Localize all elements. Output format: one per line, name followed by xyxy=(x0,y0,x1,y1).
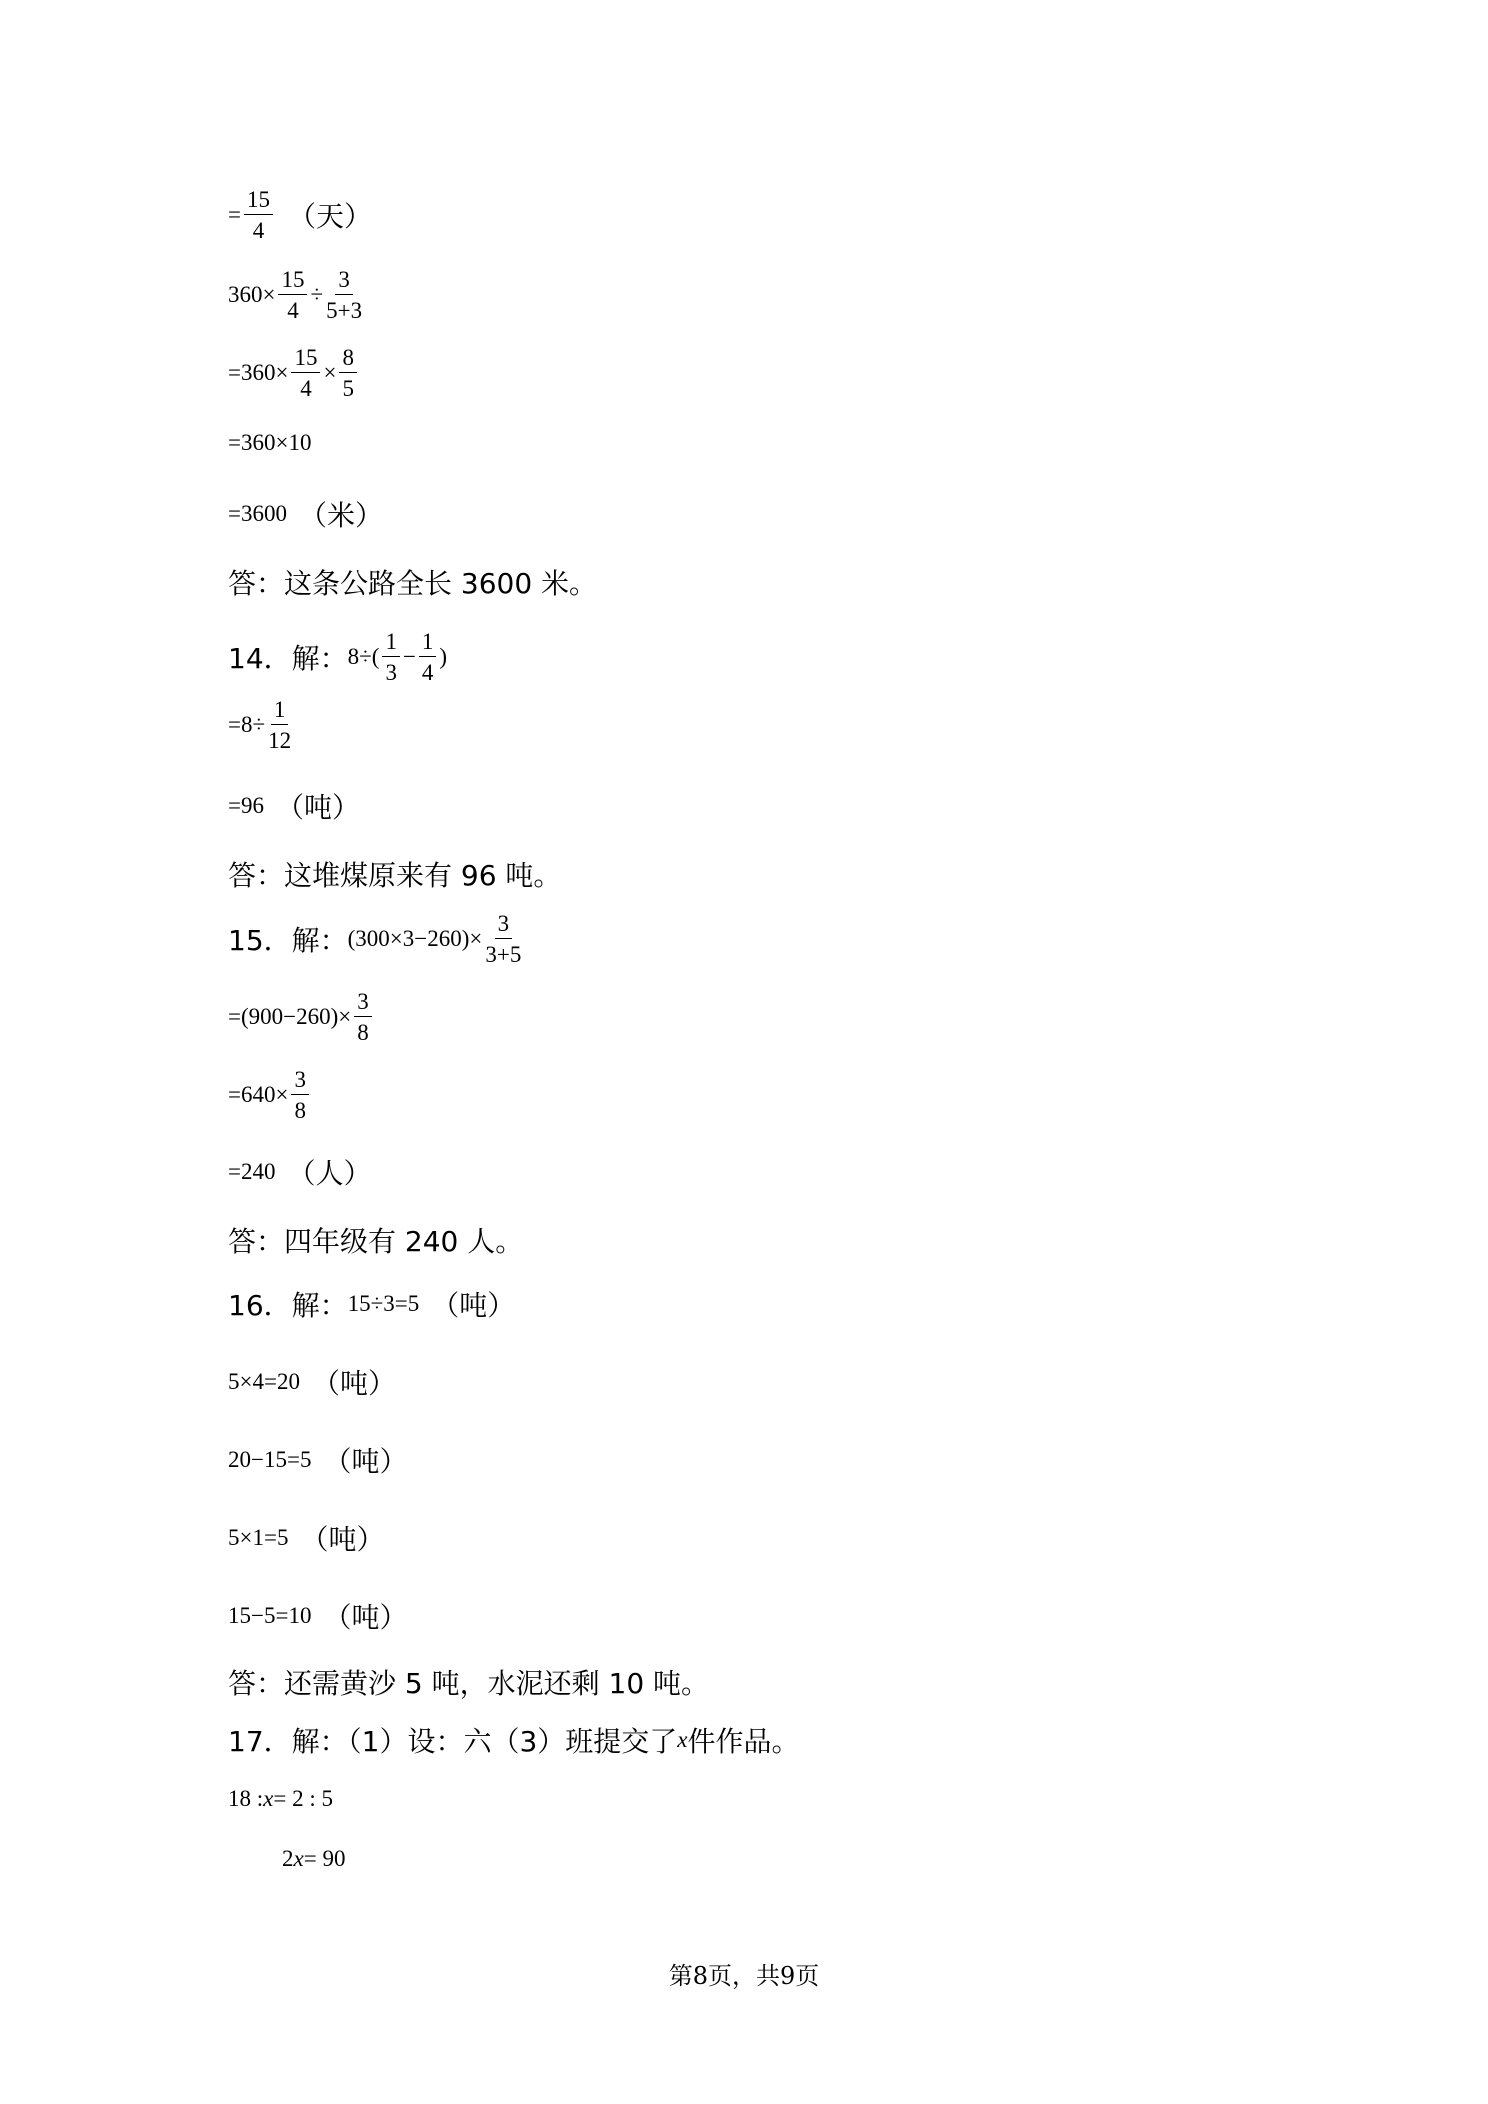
equation-line xyxy=(228,494,383,534)
variable: x xyxy=(293,1846,304,1871)
equation-text: ) xyxy=(439,644,448,669)
equation-line xyxy=(228,698,294,752)
fraction-denominator: 4 xyxy=(287,298,299,323)
operator: − xyxy=(402,644,416,669)
unit-label: （吨） xyxy=(323,1445,408,1478)
fraction-numerator: 8 xyxy=(339,346,357,373)
answer-line: 答：四年级有 240 人。 xyxy=(228,1225,524,1258)
unit-label: （人） xyxy=(287,1157,372,1190)
fraction-numerator: 1 xyxy=(419,630,437,657)
fraction xyxy=(339,346,357,400)
fraction-denominator: 5 xyxy=(342,376,354,401)
problem-16 xyxy=(228,1284,515,1324)
fraction xyxy=(291,1068,309,1122)
fraction-denominator: 4 xyxy=(421,660,434,685)
fraction-denominator: 8 xyxy=(294,1098,306,1123)
equation-text: = 90 xyxy=(303,1846,346,1871)
equation-text: 18 : xyxy=(228,1786,264,1811)
equation-line xyxy=(228,786,360,826)
fraction-numerator: 1 xyxy=(271,698,289,725)
fraction xyxy=(382,630,400,684)
equation-text: =96 xyxy=(228,793,264,818)
unit-label: （吨） xyxy=(311,1367,396,1400)
fraction-numerator: 3 xyxy=(291,1068,309,1095)
equation-line xyxy=(282,1846,345,1872)
page-footer: 第8页，共9页 xyxy=(668,1962,820,1990)
fraction-denominator: 5+3 xyxy=(326,298,363,323)
problem-17 xyxy=(228,1720,800,1760)
problem-text: 件作品。 xyxy=(687,1725,800,1758)
fraction-numerator: 15 xyxy=(278,268,307,295)
equation-text: =360× xyxy=(228,360,289,385)
equation-text: =640× xyxy=(228,1082,289,1107)
equation-line xyxy=(228,430,311,456)
equation-text: (300×3−260)× xyxy=(347,926,483,951)
problem-14 xyxy=(228,630,447,684)
fraction xyxy=(419,630,437,684)
fraction-numerator: 3 xyxy=(495,912,513,939)
equation-text: 8÷( xyxy=(347,644,380,669)
equation-line xyxy=(228,1596,407,1636)
equation-text: 5×4=20 xyxy=(228,1369,300,1394)
equation-text: 15−5=10 xyxy=(228,1603,312,1628)
problem-label: 15．解： xyxy=(228,924,348,957)
fraction-numerator: 15 xyxy=(244,188,273,215)
unit-label: （天） xyxy=(287,200,372,233)
fraction-numerator: 3 xyxy=(335,268,353,295)
equation-text: 15÷3=5 xyxy=(347,1291,420,1316)
unit-label: （吨） xyxy=(275,791,360,824)
equation-line xyxy=(228,1152,372,1192)
fraction-denominator: 4 xyxy=(252,218,265,243)
fraction xyxy=(291,346,320,400)
equation-line xyxy=(228,1518,384,1558)
equation-text: = xyxy=(228,202,241,227)
fraction-numerator: 3 xyxy=(354,990,372,1017)
unit-label: （米） xyxy=(298,499,383,532)
problem-label: 16．解： xyxy=(228,1289,348,1322)
equation-text: =(900−260)× xyxy=(228,1004,352,1029)
equation-line xyxy=(228,1786,333,1812)
fraction xyxy=(485,912,521,966)
equation-line xyxy=(228,188,372,242)
equation-text: = 2 : 5 xyxy=(273,1786,333,1811)
operator: ÷ xyxy=(310,282,324,307)
equation-text: 20−15=5 xyxy=(228,1447,312,1472)
fraction-denominator: 12 xyxy=(268,728,292,753)
fraction xyxy=(268,698,291,752)
fraction xyxy=(278,268,307,322)
unit-label: （吨） xyxy=(431,1289,516,1322)
equation-text: =8÷ xyxy=(228,712,266,737)
answer-line: 答：这条公路全长 3600 米。 xyxy=(228,567,598,600)
unit-label: （吨） xyxy=(323,1601,408,1634)
unit-label: （吨） xyxy=(300,1523,385,1556)
answer-line: 答：这堆煤原来有 96 吨。 xyxy=(228,859,562,892)
equation-text: 360× xyxy=(228,282,276,307)
answer-line: 答：还需黄沙 5 吨，水泥还剩 10 吨。 xyxy=(228,1667,710,1700)
fraction-denominator: 3 xyxy=(385,660,397,685)
problem-text: 17．解：（1）设：六（3）班提交了 xyxy=(228,1725,678,1758)
problem-15 xyxy=(228,912,524,966)
equation-line xyxy=(228,1362,396,1402)
fraction-denominator: 8 xyxy=(357,1020,369,1045)
equation-text: =240 xyxy=(228,1159,276,1184)
fraction-numerator: 15 xyxy=(291,346,320,373)
equation-line xyxy=(228,1440,407,1480)
equation-line xyxy=(228,268,365,322)
fraction xyxy=(244,188,273,242)
fraction-denominator: 4 xyxy=(300,376,312,401)
problem-label: 14．解： xyxy=(228,642,348,675)
fraction-numerator: 1 xyxy=(382,630,400,657)
fraction xyxy=(354,990,372,1044)
equation-text: 5×1=5 xyxy=(228,1525,289,1550)
equation-line xyxy=(228,1068,312,1122)
fraction xyxy=(326,268,362,322)
fraction-denominator: 3+5 xyxy=(485,942,522,967)
variable: x xyxy=(263,1786,274,1811)
equation-text: 2 xyxy=(282,1846,294,1871)
equation-text: =360×10 xyxy=(228,430,312,455)
equation-line xyxy=(228,990,375,1044)
equation-text: =3600 xyxy=(228,501,287,526)
equation-line xyxy=(228,346,360,400)
variable: x xyxy=(677,1727,688,1752)
operator: × xyxy=(323,360,337,385)
